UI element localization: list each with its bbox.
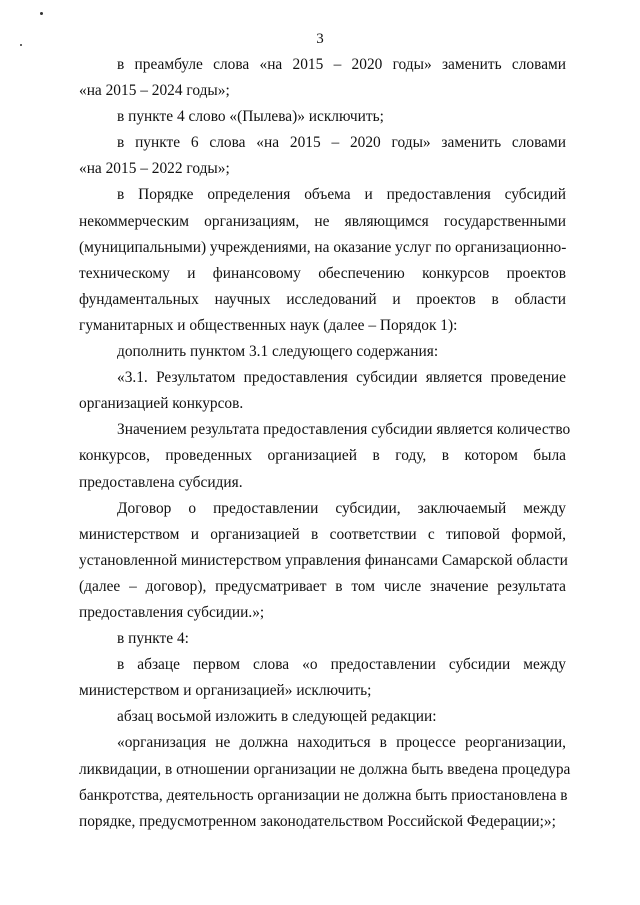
paragraph	[79, 365, 566, 417]
text-line: гуманитарных и общественных наук (далее – Порядок 1):	[79, 316, 458, 334]
paragraph	[79, 626, 566, 652]
text-line: в абзаце первом слова «о предоставлении субсидии между	[117, 656, 566, 674]
text-line: абзац восьмой изложить в следующей редакции:	[117, 708, 437, 726]
text-line: министерством и организацией» исключить;	[79, 682, 372, 700]
paragraph	[79, 730, 571, 834]
text-line: некоммерческим организациям, не являющимся государственными	[79, 212, 566, 230]
text-line: организацией конкурсов.	[79, 395, 244, 413]
text-line: в пункте 4 слово «(Пылева)» исключить;	[117, 108, 384, 126]
text-line: (далее – договор), предусматривает в том числе значение результата	[79, 577, 566, 595]
text-line: «на 2015 – 2022 годы»;	[79, 160, 230, 178]
text-line: (муниципальными) учреждениями, на оказание услуг по организационно-	[79, 238, 567, 256]
paragraph	[79, 182, 566, 339]
text-line: министерством и организацией в соответствии с типовой формой,	[79, 525, 566, 543]
paragraph	[79, 417, 571, 495]
text-line: в преамбуле слова «на 2015 – 2020 годы» заменить словами	[117, 56, 566, 73]
text-line: в пункте 6 слова «на 2015 – 2020 годы» заменить словами	[117, 134, 566, 152]
text-line: порядке, предусмотренном законодательством Российской Федерации;»;	[79, 812, 556, 830]
text-line: установленной министерством управления финансами Самарской области	[79, 551, 568, 569]
text-line: конкурсов, проведенных организацией в году, в котором была	[79, 447, 566, 465]
text-line: дополнить пунктом 3.1 следующего содержания:	[117, 343, 439, 361]
paragraph	[79, 496, 566, 626]
paragraph	[79, 130, 566, 182]
text-line: «на 2015 – 2024 годы»;	[79, 82, 230, 100]
paragraph	[79, 704, 566, 730]
text-line: в Порядке определения объема и предоставления субсидий	[117, 186, 566, 204]
text-line: фундаментальных научных исследований и проектов в области	[79, 290, 566, 308]
text-line: предоставления субсидии.»;	[79, 603, 265, 621]
text-line: банкротства, деятельность организации не должна быть приостановлена в	[79, 786, 568, 804]
document-body	[79, 52, 571, 835]
scan-speck	[40, 12, 43, 15]
paragraph	[79, 104, 566, 130]
text-line: в пункте 4:	[117, 630, 189, 648]
text-line: «3.1. Результатом предоставления субсидии является проведение	[117, 369, 566, 387]
text-line: Значением результата предоставления субсидии является количество	[117, 421, 571, 439]
text-line: ликвидации, в отношении организации не должна быть введена процедура	[79, 760, 571, 778]
paragraph	[79, 652, 566, 704]
paragraph	[79, 52, 566, 104]
text-line: техническому и финансовому обеспечению конкурсов проектов	[79, 264, 566, 282]
text-line: «организация не должна находиться в процессе реорганизации,	[117, 734, 566, 752]
paragraph	[79, 339, 566, 365]
text-line: предоставлена субсидия.	[79, 473, 243, 491]
text-line: Договор о предоставлении субсидии, заключаемый между	[117, 499, 566, 517]
page-number: 3	[316, 31, 324, 47]
